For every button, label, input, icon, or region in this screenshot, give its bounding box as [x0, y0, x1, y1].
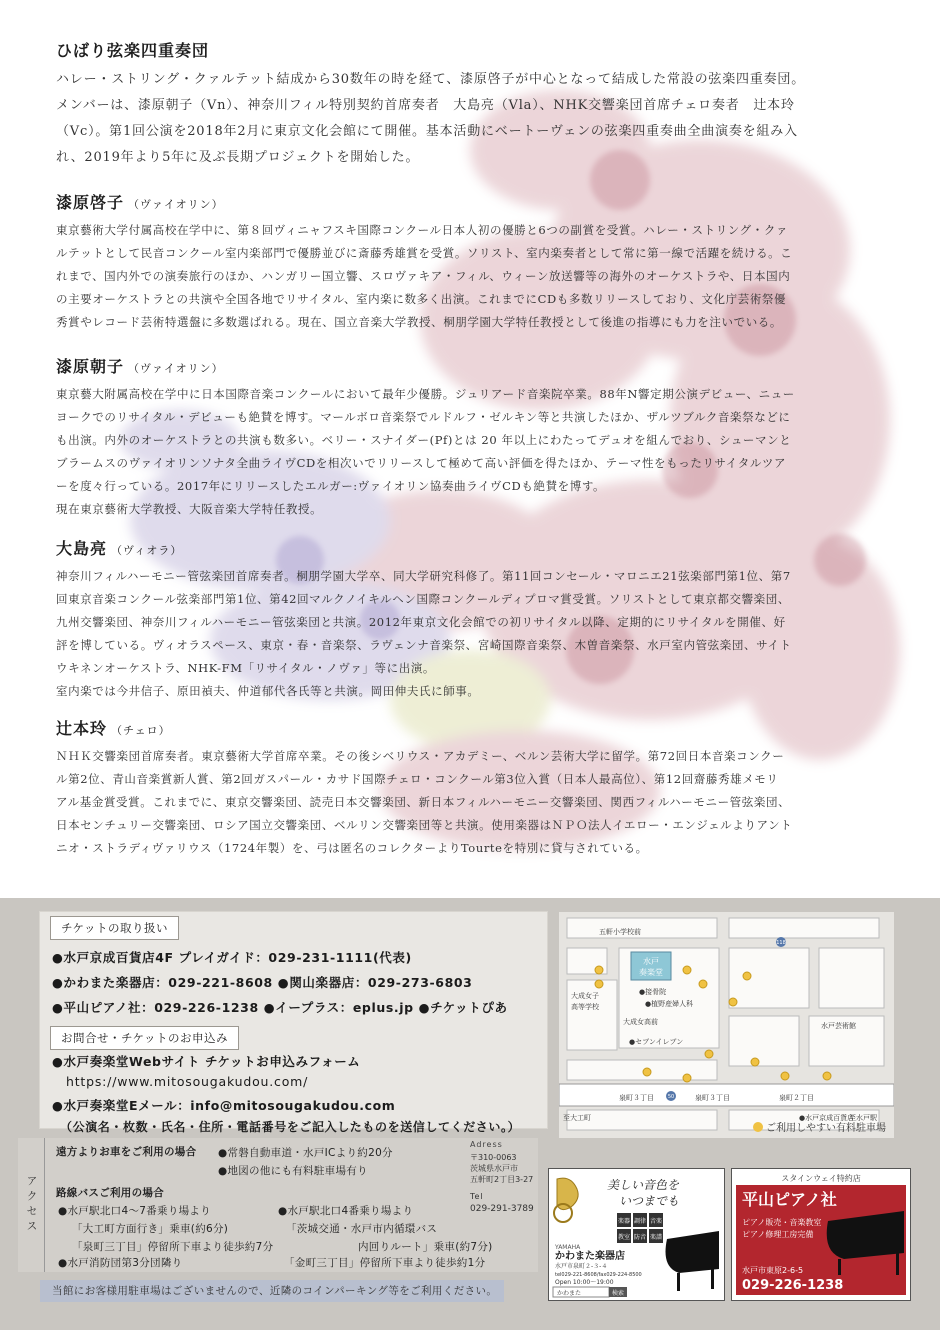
bio-line: 評を博している。ヴィオラスペース、東京・春・音楽祭、ラヴェンナ音楽祭、宮崎国際音楽祭、木曽音楽祭、水戸室内管弦楽団、サイト [56, 638, 792, 652]
map-label-izumi2: 泉町２丁目 [779, 1094, 814, 1102]
member-role: （ヴァイオリン） [128, 362, 224, 375]
member-name: 辻本玲 （チェロ） [56, 719, 171, 738]
hirayama-tel: 029-226-1238 [742, 1278, 844, 1293]
member-name: 漆原啓子 （ヴァイオリン） [56, 193, 224, 212]
hirayama-ad-art [732, 1169, 910, 1300]
hirayama-name: 平山ピアノ社 [742, 1190, 837, 1209]
map-label-girls-high-1: 大成女子 [571, 992, 599, 1000]
member-ryo-section [56, 536, 886, 703]
kawamata-address: 水戸市泉町２-３-４ [555, 1263, 608, 1270]
address-street: 五軒町2丁目3-27 [470, 1175, 534, 1184]
kawamata-catch-2: いつまでも [619, 1194, 680, 1208]
bio-line: ニオ・ストラディヴァリウス（1724年製）を、弓は匿名のコレクターよりTourteを特別に貸与されている。 [56, 841, 648, 855]
hirayama-line-2: ピアノ修理工房完備 [742, 1230, 814, 1239]
car-heading: 遠方よりお車をご利用の場合 [56, 1146, 197, 1158]
member-name: 漆原朝子 （ヴァイオリン） [56, 357, 224, 376]
ensemble-text-line: れ、2019年より5年に及ぶ長期プロジェクトを開始した。 [56, 150, 420, 165]
bio-line: 九州交響楽団、神奈川フィルハーモニー管弦楽団と共演。2012年東京文化会館での初リサイタル以降、定期的にリサイタルを開催、好 [56, 615, 786, 629]
bio-line: 日本センチュリー交響楽団、ロシア国立交響楽団、ベルリン交響楽団等と共演。使用楽器はＮＰＯ法人イエロー・エンジェルよりアント [56, 818, 793, 832]
map-label-izumi3-right: 泉町３丁目 [695, 1094, 730, 1102]
bus-b-line-1: ●水戸駅北口4番乗り場より [278, 1205, 414, 1217]
bio-line: ルテットとして民音コンクール室内楽部門で優勝並びに斎藤秀雄賞を受賞。ソリスト、室内楽奏者として常に第一線で活躍を続ける。こ [56, 246, 793, 260]
map-label-girls-high-2: 高等学校 [571, 1003, 599, 1011]
kawamata-ad-art [549, 1169, 724, 1300]
parking-footnote: 当館にお客様用駐車場はございませんので、近隣のコインパーキング等をご利用ください。 [40, 1280, 504, 1302]
kawamata-catch-1: 美しい音色を [607, 1178, 680, 1192]
bio-line: ーを度々行っている。2017年にリリースしたエルガー:ヴァイオリン協奏曲ライヴCDも絶賛を博す。 [56, 479, 606, 493]
map-label-to-okumachi: 至大工町 [563, 1114, 591, 1122]
map-label-school: 五軒小学校前 [599, 928, 641, 936]
bus-a-line-2: 「大工町方面行き」乗車(約6分) [72, 1223, 229, 1235]
ensemble-text-line: （Vc）。第1回公演を2018年2月に東京文化会館にて開催。基本活動にベートーヴェンの弦楽四重奏曲全曲演奏を組み入 [56, 124, 798, 139]
bio-line: ヨークでのリサイタル・デビューも絶賛を博す。マールボロ音楽祭でルドルフ・ゼルキン等と共演したほか、ザルツブルク音楽祭などに [56, 410, 791, 424]
map-drawing [559, 912, 894, 1138]
access-box [18, 1138, 538, 1272]
venue-label-2: 奏楽堂 [639, 968, 663, 977]
ticket-line-shops: ●かわまた楽器店：029-221-8608 ●関山楽器店：029-273-6803 [52, 975, 473, 990]
svg-text:楽譜: 楽譜 [649, 1234, 663, 1241]
bio-line: 神奈川フィルハーモニー管弦楽団首席奏者。桐朋学園大学卒、同大学研究科修了。第11回コンセール・マロニエ21弦楽部門第1位、第7 [56, 569, 791, 583]
ensemble-text-line: ハレー・ストリング・クァルテット結成から30数年の時を経て、漆原啓子が中心となって結成した常設の弦楽四重奏団。 [56, 72, 806, 87]
parking-note: ご利用しやすい有料駐車場 [753, 1119, 886, 1134]
member-keiko-section [56, 190, 886, 334]
map-label-art-museum: 水戸芸術館 [821, 1022, 856, 1030]
ticket-heading: チケットの取り扱い [50, 916, 179, 940]
bus-a-line-1: ●水戸駅北口4〜7番乗り場より [58, 1205, 212, 1217]
inquiry-heading: お問合せ・チケットのお申込み [50, 1026, 239, 1050]
bio-line: ル第2位、青山音楽賞新人賞、第2回ガスパール・カサド国際チェロ・コンクール第3位入賞（日本人最高位）、第12回齋藤秀雄メモリ [56, 772, 779, 786]
ticket-line-hirayama-eplus-pia: ●平山ピアノ社：029-226-1238 ●イープラス：eplus.jp ●チケットぴあ [52, 1000, 508, 1015]
bus-a-line-3: 「泉町三丁目」停留所下車より徒歩約7分 [72, 1241, 274, 1253]
bus-b-line-2: 「茨城交通・水戸市内循環バス [286, 1223, 438, 1235]
parking-icon [753, 1122, 763, 1132]
svg-text:楽器: 楽器 [617, 1218, 631, 1225]
bio-line: も出演。内外のオーケストラとの共演も数多い。ベリー・スナイダー(Pf)とは 20 年以上にわたってデュオを組んでおり、シューマンと [56, 433, 792, 447]
member-name: 大島亮 （ヴィオラ） [56, 539, 183, 558]
svg-text:教室: 教室 [617, 1234, 631, 1241]
access-side-label: アクセス [18, 1138, 45, 1272]
car-line-2: ●地図の他にも有料駐車場有り [218, 1165, 368, 1177]
access-map [559, 912, 894, 1138]
bus-b-line-4: 「金町三丁目」停留所下車より徒歩約1分 [284, 1257, 486, 1269]
map-label-seven: ●セブンイレブン [629, 1038, 684, 1046]
email-label[interactable]: ●水戸奏楽堂Eメール：info@mitosougakudou.com [52, 1098, 396, 1113]
member-role: （ヴィオラ） [111, 544, 183, 557]
yamaha-mark: YAMAHA [555, 1244, 581, 1251]
map-label-girls-high-front: 大成女高前 [623, 1018, 658, 1026]
ticket-box [40, 912, 547, 1134]
kawamata-tel: tel029-221-8608/fax029-224-8500 [555, 1272, 642, 1278]
tel-title: Tel [470, 1192, 484, 1201]
hirayama-tag: スタインウェイ特約店 [781, 1174, 861, 1183]
kawamata-search-box: かわまた [557, 1290, 582, 1297]
kawamata-name: かわまた楽器店 [555, 1251, 625, 1262]
ensemble-title: ひばり弦楽四重奏団 [56, 41, 210, 60]
web-url-link[interactable]: https://www.mitosougakudou.com/ [66, 1074, 309, 1089]
route-118-badge: 118 [776, 940, 786, 946]
svg-text:調律: 調律 [633, 1218, 647, 1225]
address-zip: 〒310-0063 [470, 1153, 517, 1162]
ad-kawamata[interactable] [548, 1168, 725, 1301]
ensemble-section [56, 38, 886, 171]
bio-line: ブラームスのヴァイオリンソナタ全曲ライヴCDを相次いでリリースして極めて高い評価を得たほか、テーマ性をもったリサイタルツア [56, 456, 787, 470]
member-asako-section [56, 354, 886, 521]
member-role: （チェロ） [111, 724, 171, 737]
hirayama-line-1: ピアノ販売・音楽教室 [742, 1218, 822, 1227]
bio-line: 現在東京藝術大学教授、大阪音楽大学特任教授。 [56, 502, 323, 516]
member-role: （ヴァイオリン） [128, 198, 224, 211]
car-line-1: ●常磐自動車道・水戸ICより約20分 [218, 1147, 393, 1159]
svg-text:防音: 防音 [633, 1234, 647, 1241]
map-label-to-mito-station: 至水戸駅 [849, 1114, 877, 1122]
bio-line: 回東京音楽コンクール弦楽部門第1位、第42回マルクノイキルヘン国際コンクールディプロマ賞受賞。ソリストとして東京都交響楽団、 [56, 592, 790, 606]
map-label-obgyn: ●植野産婦人科 [645, 1000, 694, 1008]
ad-hirayama[interactable] [731, 1168, 911, 1301]
venue-label-1: 水戸 [643, 957, 659, 966]
ensemble-text-line: メンバーは、漆原朝子（Vn）、神奈川フィル特別契約首席奏者 大島亮（Vla）、NHK交響楽団首席チェロ奏者 辻本玲 [56, 98, 795, 113]
member-rei-section [56, 716, 886, 860]
hirayama-address: 水戸市東原2-6-5 [742, 1266, 804, 1275]
svg-text:音楽: 音楽 [649, 1218, 663, 1225]
kawamata-search-button: 検索 [611, 1290, 625, 1297]
tel-number: 029-291-3789 [470, 1204, 534, 1214]
map-label-keisei: ●水戸京成百貨店 [799, 1114, 855, 1122]
address-city: 茨城県水戸市 [470, 1164, 518, 1173]
email-note: （公演名・枚数・氏名・住所・電話番号をご記入したものを送信してください。） [60, 1120, 521, 1134]
bio-line: れまで、国内外での演奏旅行のほか、ハンガリー国立響、スロヴァキア・フィル、ウィーン放送響等の海外のオーケストラや、日本国内 [56, 269, 791, 283]
map-label-izumi3-left: 泉町３丁目 [619, 1094, 654, 1102]
bus-heading: 路線バスご利用の場合 [56, 1187, 164, 1199]
bus-a-line-4: ●水戸消防団第3分団隣り [58, 1257, 183, 1269]
bus-b-line-3: 内回りルート」乗車(約7分) [358, 1241, 493, 1253]
bio-line: 東京藝大附属高校在学中に日本国際音楽コンクールにおいて最年少優勝。ジュリアード音楽院卒業。88年N響定期公演デビュー、ニュー [56, 387, 795, 401]
bio-line: ウキネンオーケストラ、NHK-FM「リサイタル・ノヴァ」等に出演。 [56, 661, 436, 675]
route-50-badge: 50 [667, 1094, 675, 1100]
info-panel [0, 898, 940, 1330]
ticket-line-keisei: ●水戸京成百貨店4F プレイガイド：029-231-1111(代表) [52, 950, 412, 965]
bio-line: の主要オーケストラとの共演や全国各地でリサイタル、室内楽に数多く出演。これまでにCDも多数リリースしており、文化庁芸術祭優 [56, 292, 787, 306]
kawamata-hours: Open 10:00〜19:00 [555, 1279, 614, 1286]
bio-line: アル基金賞受賞。これまでに、東京交響楽団、読売日本交響楽団、新日本フィルハーモニー交響楽団、関西フィルハーモニー管弦楽団、 [56, 795, 791, 809]
bio-line: 室内楽では今井信子、原田禎夫、仲道郁代各氏等と共演。岡田伸夫氏に師事。 [56, 684, 480, 698]
bio-line: ＮＨＫ交響楽団首席奏者。東京藝術大学首席卒業。その後シベリウス・アカデミー、ベルン芸術大学に留学。第72回日本音楽コンクー [56, 749, 785, 763]
address-title: Adress [470, 1140, 503, 1149]
bio-line: 秀賞やレコード芸術特選盤に多数選ばれる。現在、国立音楽大学教授、桐朋学園大学特任教授として後進の指導にも力を注いでいる。 [56, 315, 782, 329]
bio-line: 東京藝術大学付属高校在学中に、第８回ヴィニャフスキ国際コンクール日本人初の優勝と6つの副賞を受賞。ハレー・ストリング・クァ [56, 223, 789, 237]
map-label-clinic: ●接骨院 [639, 988, 667, 996]
web-form-label: ●水戸奏楽堂Webサイト チケットお申込みフォーム [52, 1054, 361, 1069]
